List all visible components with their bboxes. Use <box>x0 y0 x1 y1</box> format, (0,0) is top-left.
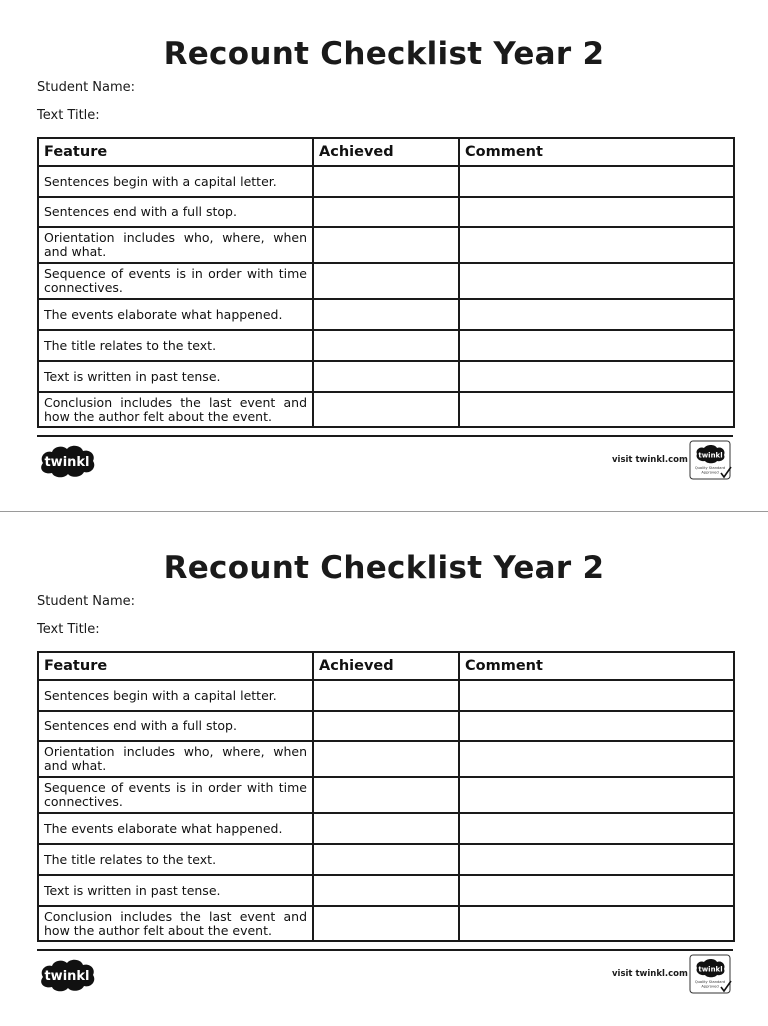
achieved-cell <box>313 777 459 813</box>
achieved-cell <box>313 299 459 330</box>
logo-text: twinkl <box>44 455 90 470</box>
badge-text-line-1: Quality Standard <box>694 980 726 984</box>
table-row <box>38 330 734 361</box>
table-row <box>38 166 734 197</box>
cut-divider <box>0 511 768 512</box>
logo-text: twinkl <box>44 969 90 984</box>
comment-cell <box>459 299 734 330</box>
comment-cell <box>459 197 734 227</box>
feature-cell: Sentences begin with a capital letter. <box>38 166 313 197</box>
achieved-cell <box>313 906 459 941</box>
achieved-cell <box>313 844 459 875</box>
feature-cell: Sentences end with a full stop. <box>38 197 313 227</box>
checklist-sheet-top <box>0 0 768 512</box>
achieved-cell <box>313 263 459 299</box>
comment-cell <box>459 741 734 777</box>
text-title-label: Text Title: <box>37 622 100 637</box>
checklist-sheet-bottom <box>0 514 768 1026</box>
footer-divider <box>37 949 733 951</box>
achieved-cell <box>313 680 459 711</box>
achieved-cell <box>313 166 459 197</box>
header-feature: Feature <box>38 652 313 680</box>
feature-cell: Sequence of events is in order with time connectives. <box>38 263 313 299</box>
quality-standard-badge-icon <box>689 954 733 995</box>
checklist-table <box>37 651 735 942</box>
table-row <box>38 392 734 427</box>
table-row <box>38 711 734 741</box>
badge-logo-text: twinkl <box>698 451 723 460</box>
table-row <box>38 741 734 777</box>
header-achieved: Achieved <box>313 138 459 166</box>
quality-standard-badge-icon <box>689 440 733 481</box>
feature-cell: Orientation includes who, where, when and what. <box>38 227 313 263</box>
student-name-label: Student Name: <box>37 594 136 609</box>
comment-cell <box>459 361 734 392</box>
header-feature: Feature <box>38 138 313 166</box>
visit-link[interactable]: visit twinkl.com <box>612 455 688 465</box>
feature-cell: Sentences end with a full stop. <box>38 711 313 741</box>
achieved-cell <box>313 330 459 361</box>
table-row <box>38 813 734 844</box>
comment-cell <box>459 392 734 427</box>
table-row <box>38 777 734 813</box>
comment-cell <box>459 227 734 263</box>
comment-cell <box>459 777 734 813</box>
comment-cell <box>459 166 734 197</box>
achieved-cell <box>313 392 459 427</box>
comment-cell <box>459 906 734 941</box>
achieved-cell <box>313 875 459 906</box>
comment-cell <box>459 875 734 906</box>
comment-cell <box>459 263 734 299</box>
header-achieved: Achieved <box>313 652 459 680</box>
comment-cell <box>459 711 734 741</box>
comment-cell <box>459 680 734 711</box>
table-row <box>38 875 734 906</box>
badge-logo-text: twinkl <box>698 965 723 974</box>
text-title-label: Text Title: <box>37 108 100 123</box>
page-title: Recount Checklist Year 2 <box>163 550 605 586</box>
comment-cell <box>459 330 734 361</box>
table-row <box>38 263 734 299</box>
achieved-cell <box>313 227 459 263</box>
table-row <box>38 680 734 711</box>
feature-cell: Conclusion includes the last event and how the author felt about the event. <box>38 906 313 941</box>
feature-cell: The events elaborate what happened. <box>38 813 313 844</box>
comment-cell <box>459 813 734 844</box>
achieved-cell <box>313 741 459 777</box>
twinkl-logo-icon <box>37 957 97 993</box>
page-title: Recount Checklist Year 2 <box>163 36 605 72</box>
feature-cell: Orientation includes who, where, when and what. <box>38 741 313 777</box>
feature-cell: Sequence of events is in order with time connectives. <box>38 777 313 813</box>
checklist-table <box>37 137 735 428</box>
feature-cell: Text is written in past tense. <box>38 361 313 392</box>
achieved-cell <box>313 813 459 844</box>
table-row <box>38 906 734 941</box>
feature-cell: The title relates to the text. <box>38 844 313 875</box>
feature-cell: The events elaborate what happened. <box>38 299 313 330</box>
table-row <box>38 299 734 330</box>
table-row <box>38 361 734 392</box>
footer-divider <box>37 435 733 437</box>
header-comment: Comment <box>459 138 734 166</box>
feature-cell: Sentences begin with a capital letter. <box>38 680 313 711</box>
table-row <box>38 197 734 227</box>
feature-cell: The title relates to the text. <box>38 330 313 361</box>
feature-cell: Text is written in past tense. <box>38 875 313 906</box>
student-name-label: Student Name: <box>37 80 136 95</box>
header-comment: Comment <box>459 652 734 680</box>
twinkl-logo-icon <box>37 443 97 479</box>
badge-text-line-1: Quality Standard <box>694 466 726 470</box>
feature-cell: Conclusion includes the last event and how the author felt about the event. <box>38 392 313 427</box>
table-header-row <box>38 138 734 166</box>
achieved-cell <box>313 197 459 227</box>
achieved-cell <box>313 711 459 741</box>
badge-text-line-2: Approved <box>701 984 719 989</box>
table-row <box>38 844 734 875</box>
table-header-row <box>38 652 734 680</box>
visit-link[interactable]: visit twinkl.com <box>612 969 688 979</box>
achieved-cell <box>313 361 459 392</box>
badge-text-line-2: Approved <box>701 470 719 475</box>
table-row <box>38 227 734 263</box>
comment-cell <box>459 844 734 875</box>
